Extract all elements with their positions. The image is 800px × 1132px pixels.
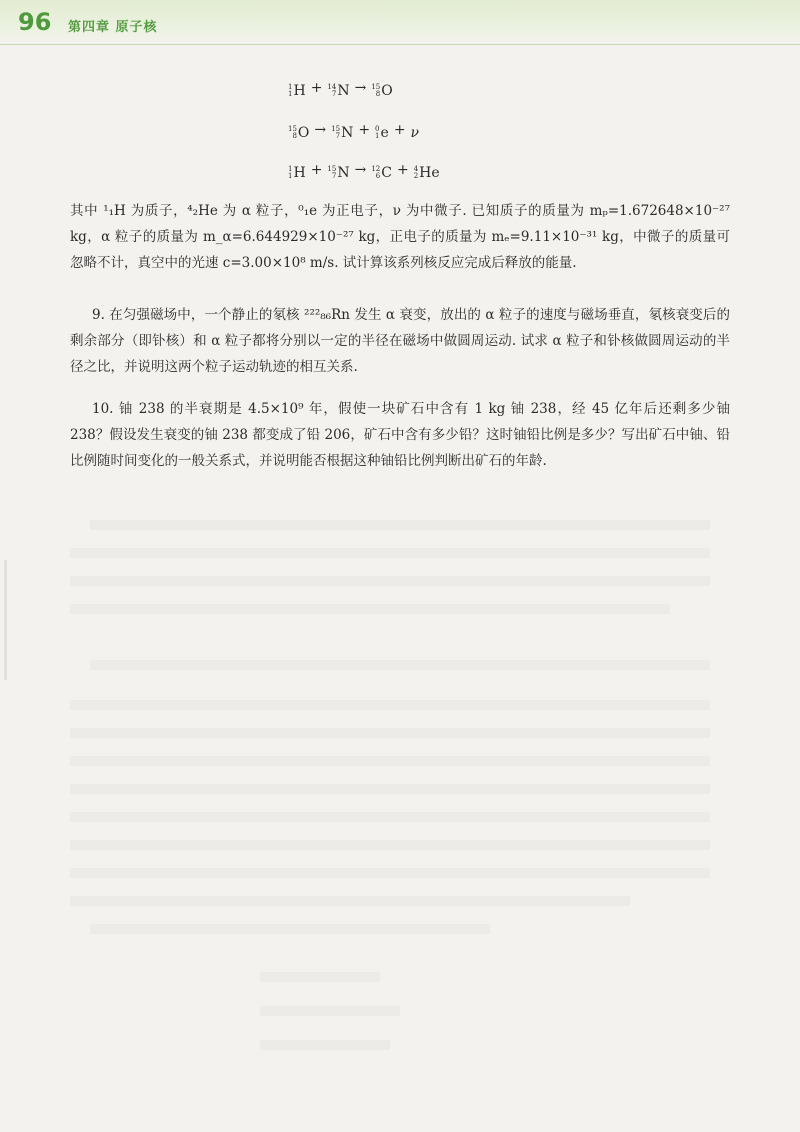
element-symbol: N	[337, 165, 350, 181]
mass-number: 15	[288, 125, 297, 133]
nuclide-symbol	[327, 84, 349, 98]
element-symbol: H	[293, 83, 306, 99]
nuclide-symbol	[371, 166, 392, 180]
equation-operator: +	[310, 162, 323, 178]
chapter-title: 第四章 原子核	[68, 20, 158, 35]
atomic-number: 7	[331, 172, 337, 180]
equation-operator: →	[354, 162, 367, 178]
element-symbol: C	[381, 165, 392, 181]
equation-operator: →	[314, 122, 327, 138]
mass-number: 4	[413, 165, 419, 173]
atomic-number: 6	[375, 172, 381, 180]
element-symbol: He	[419, 165, 440, 181]
equation-operator: +	[396, 162, 409, 178]
atomic-number: 1	[375, 132, 380, 140]
atomic-number: 2	[413, 172, 419, 180]
equation-3	[288, 162, 440, 180]
nuclide-symbol	[288, 166, 306, 180]
equation-2	[288, 122, 419, 140]
mass-number: 15	[331, 125, 341, 133]
mass-number: 12	[371, 165, 381, 173]
mass-number: 1	[288, 165, 293, 173]
nuclide-symbol	[375, 126, 389, 140]
margin-mark	[4, 560, 7, 680]
element-symbol: O	[297, 125, 310, 141]
element-symbol: ν	[410, 125, 420, 141]
nuclide-symbol	[411, 126, 420, 140]
nuclide-symbol	[414, 166, 440, 180]
nuclide-symbol	[288, 84, 306, 98]
mass-number: 15	[371, 83, 381, 91]
equation-1	[288, 80, 393, 98]
nuclide-symbol	[371, 84, 392, 98]
mass-number: 14	[327, 83, 337, 91]
nuclide-symbol	[331, 126, 353, 140]
element-symbol: e	[380, 125, 389, 141]
page-number: 96	[18, 8, 52, 36]
atomic-number: 8	[375, 90, 381, 98]
element-symbol: N	[337, 83, 350, 99]
atomic-number: 8	[292, 132, 297, 140]
problem-8-text: 其中 ¹₁H 为质子，⁴₂He 为 α 粒子，⁰₁e 为正电子，ν 为中微子. 已知质子的质量为 mₚ=1.672648×10⁻²⁷ kg，α 粒子的质量为 m_α=6.644929×10⁻²⁷ kg，正电子的质量为 mₑ=9.11×10⁻³¹ kg，中微子的质量可忽略不计，真空中的光速 c=3.00×10⁸ m/s. 试计算该系列核反应完成后释放的能量.	[70, 202, 730, 271]
element-symbol: N	[341, 125, 354, 141]
atomic-number: 7	[335, 132, 341, 140]
problem-9-text: 9. 在匀强磁场中，一个静止的氡核 ²²²₈₆Rn 发生 α 衰变，放出的 α 粒子的速度与磁场垂直，氡核衰变后的剩余部分（即钋核）和 α 粒子都将分别以一定的半径在磁场中做圆周运动. 试求 α 粒子和钋核做圆周运动的半径之比，并说明这两个粒子运动轨迹的相互关系.	[70, 306, 730, 375]
equation-operator: +	[310, 80, 323, 96]
page-header	[0, 0, 800, 45]
atomic-number: 1	[288, 90, 293, 98]
mass-number: 0	[375, 125, 380, 133]
atomic-number: 7	[331, 90, 337, 98]
mass-number: 1	[288, 83, 293, 91]
mass-number: 15	[327, 165, 337, 173]
equation-operator: +	[358, 122, 371, 138]
atomic-number: 1	[288, 172, 293, 180]
equation-operator: +	[393, 122, 406, 138]
nuclide-symbol	[327, 166, 349, 180]
equation-operator: →	[354, 80, 367, 96]
nuclide-symbol	[288, 126, 309, 140]
element-symbol: H	[293, 165, 306, 181]
problem-10-text: 10. 铀 238 的半衰期是 4.5×10⁹ 年，假使一块矿石中含有 1 kg 铀 238，经 45 亿年后还剩多少铀 238？假设发生衰变的铀 238 都变成了铅 206，矿石中含有多少铅？这时铀铅比例是多少？写出矿石中铀、铅比例随时间变化的一般关系式，并说明能否根据这种铀铅比例判断出矿石的年龄.	[70, 400, 730, 469]
element-symbol: O	[381, 83, 393, 99]
